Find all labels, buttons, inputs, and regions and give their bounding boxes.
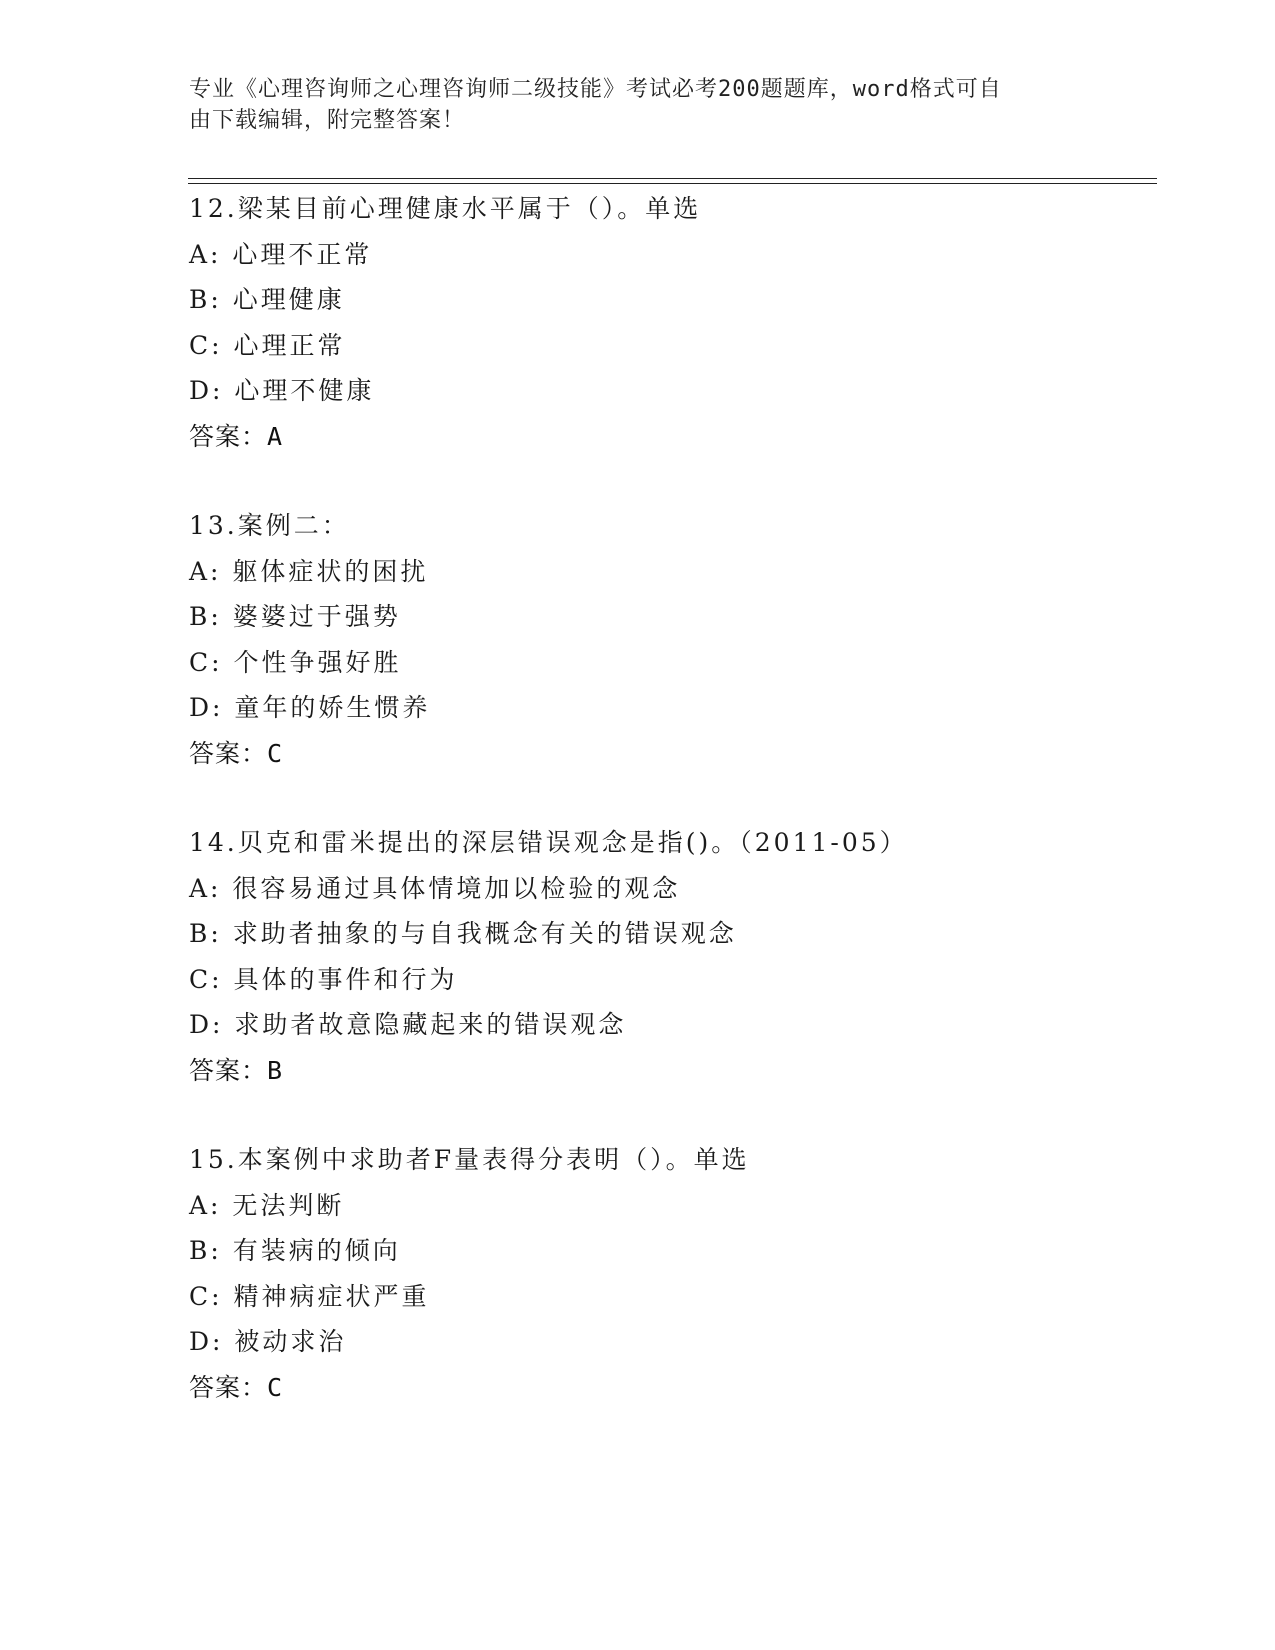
option-c: C: 具体的事件和行为 [189,964,458,994]
question-stem: 13.案例二： [189,511,350,540]
question-stem: 15.本案例中求助者F量表得分表明（）。单选 [189,1145,750,1174]
option-b: B: 婆婆过于强势 [189,602,401,632]
answer-line [189,731,1149,777]
question-12 [189,186,1149,460]
answer-value: C [267,1372,284,1402]
document-header [189,74,1069,136]
option-d: D: 童年的娇生惯养 [189,693,431,723]
option-a: A: 躯体症状的困扰 [189,556,429,586]
option-c: C: 个性争强好胜 [189,647,402,677]
answer-value: C [267,738,284,768]
option-a: A: 心理不正常 [189,239,373,269]
option-a: A: 无法判断 [189,1190,345,1220]
answer-value: B [267,1055,284,1085]
answer-line [189,1365,1149,1411]
header-divider-bottom [188,183,1157,184]
header-line-1: 专业《心理咨询师之心理咨询师二级技能》考试必考200题题库，word格式可自 [189,77,1002,102]
question-stem: 14.贝克和雷米提出的深层错误观念是指()。（2011-05） [189,828,908,857]
question-stem: 12.梁某目前心理健康水平属于（）。单选 [189,194,702,223]
question-14 [189,820,1149,1094]
answer-label: 答案： [189,421,268,451]
answer-label: 答案： [189,738,268,768]
option-c: C: 精神病症状严重 [189,1281,430,1311]
answer-line [189,414,1149,460]
header-line-2: 由下载编辑，附完整答案！ [189,108,466,133]
option-d: D: 求助者故意隐藏起来的错误观念 [189,1010,627,1040]
answer-line [189,1048,1149,1094]
option-d: D: 被动求治 [189,1327,347,1357]
option-b: B: 求助者抽象的与自我概念有关的错误观念 [189,919,737,949]
option-d: D: 心理不健康 [189,376,375,406]
answer-value: A [267,421,284,451]
question-15 [189,1137,1149,1411]
question-13 [189,503,1149,777]
option-c: C: 心理正常 [189,330,346,360]
answer-label: 答案： [189,1372,268,1402]
header-divider-top [188,178,1157,179]
answer-label: 答案： [189,1055,268,1085]
option-b: B: 有装病的倾向 [189,1236,401,1266]
option-a: A: 很容易通过具体情境加以检验的观念 [189,873,681,903]
option-b: B: 心理健康 [189,285,345,315]
